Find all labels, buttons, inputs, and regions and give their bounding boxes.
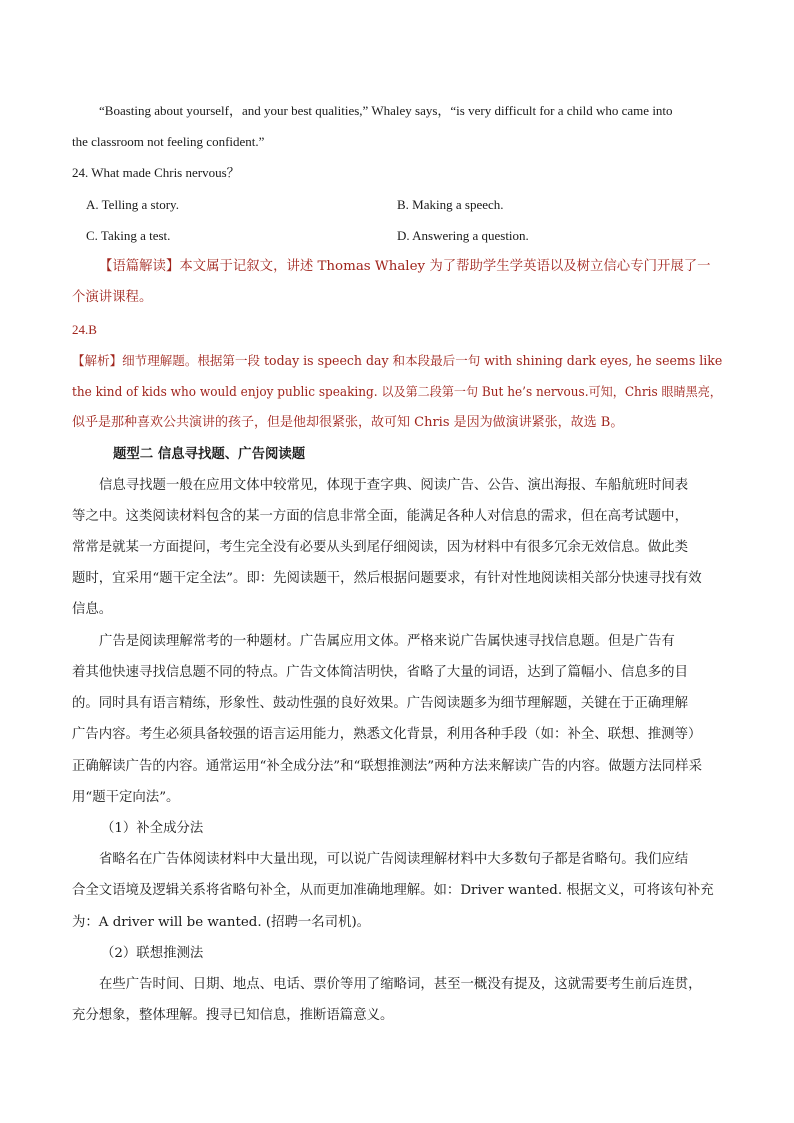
para2-line-4: 广告内容。考生必须具备较强的语言运用能力，熟悉文化背景，利用各种手段（如：补全、联想、推测等）: [72, 727, 702, 742]
para1-line-5: 信息。: [72, 602, 113, 617]
analysis-line-3: 似乎是那种喜欢公共演讲的孩子，但是他却很紧张，故可知 Chris 是因为做演讲紧张，故选 B。: [72, 415, 624, 430]
para1-line-1: 信息寻找题一般在应用文体中较常见，体现于查字典、阅读广告、公告、演出海报、车船航班时间表: [99, 478, 689, 493]
question-stem: 24. What made Chris nervous？: [72, 165, 240, 180]
para4-line-1: 在些广告时间、日期、地点、电话、票价等用了缩略词，甚至一概没有提及，这就需要考生前后连贯，: [99, 977, 702, 992]
para1-line-3: 常常是就某一方面提问，考生完全没有必要从头到尾仔细阅读，因为材料中有很多冗余无效信息。做此类: [72, 540, 688, 555]
para2-line-6: 用“题干定向法”。: [72, 790, 180, 805]
para2-line-3: 的。同时具有语言精练，形象性、鼓动性强的良好效果。广告阅读题多为细节理解题，关键在于正确理解: [72, 696, 688, 711]
quote-line-2: the classroom not feeling confident.”: [72, 134, 265, 149]
passage-note-line-2: 个演讲课程。: [72, 290, 153, 305]
para4-line-2: 充分想象，整体理解。搜寻已知信息，推断语篇意义。: [72, 1008, 394, 1023]
answer-key: 24.B: [72, 322, 97, 337]
para2-line-1: 广告是阅读理解常考的一种题材。广告属应用文体。严格来说广告属快速寻找信息题。但是广告有: [99, 634, 675, 649]
para3-line-1: 省略名在广告体阅读材料中大量出现，可以说广告阅读理解材料中大多数句子都是省略句。我们应结: [99, 852, 689, 867]
analysis-line-2: the kind of kids who would enjoy public speaking. 以及第二段第一句 But he’s nervous.可知，Chris 眼睛黑亮，: [72, 384, 722, 399]
passage-note-line-1: 【语篇解读】本文属于记叙文，讲述 Thomas Whaley 为了帮助学生学英语以及树立信心专门开展了一: [99, 259, 711, 274]
analysis-line-1: 【解析】细节理解题。根据第一段 today is speech day 和本段最后一句 with shining dark eyes, he seems like: [72, 353, 723, 368]
method2-title: （2）联想推测法: [101, 946, 204, 961]
option-b: B. Making a speech.: [397, 197, 504, 212]
para2-line-5: 正确解读广告的内容。通常运用“补全成分法”和“联想推测法”两种方法来解读广告的内容。做题方法同样采: [72, 759, 702, 774]
para3-line-3: 为：A driver will be wanted. (招聘一名司机)。: [72, 915, 371, 930]
para1-line-4: 题时，宜采用“题干定全法”。即：先阅读题干，然后根据问题要求，有针对性地阅读相关部分快速寻找有效: [72, 571, 702, 586]
section-title: 题型二 信息寻找题、广告阅读题: [113, 446, 306, 462]
para1-line-2: 等之中。这类阅读材料包含的某一方面的信息非常全面，能满足各种人对信息的需求，但在高考试题中，: [72, 509, 688, 524]
method1-title: （1）补全成分法: [101, 821, 204, 836]
para2-line-2: 着其他快速寻找信息题不同的特点。广告文体简洁明快，省略了大量的词语，达到了篇幅小、信息多的目: [72, 665, 688, 680]
option-a: A. Telling a story.: [86, 197, 179, 212]
option-c: C. Taking a test.: [86, 228, 171, 243]
option-d: D. Answering a question.: [397, 228, 529, 243]
quote-line-1: “Boasting about yourself，and your best qualities,” Whaley says，“is very difficult for a child who came into: [99, 103, 673, 118]
para3-line-2: 合全文语境及逻辑关系将省略句补全，从而更加准确地理解。如：Driver wanted. 根据文义，可将该句补充: [72, 883, 714, 898]
